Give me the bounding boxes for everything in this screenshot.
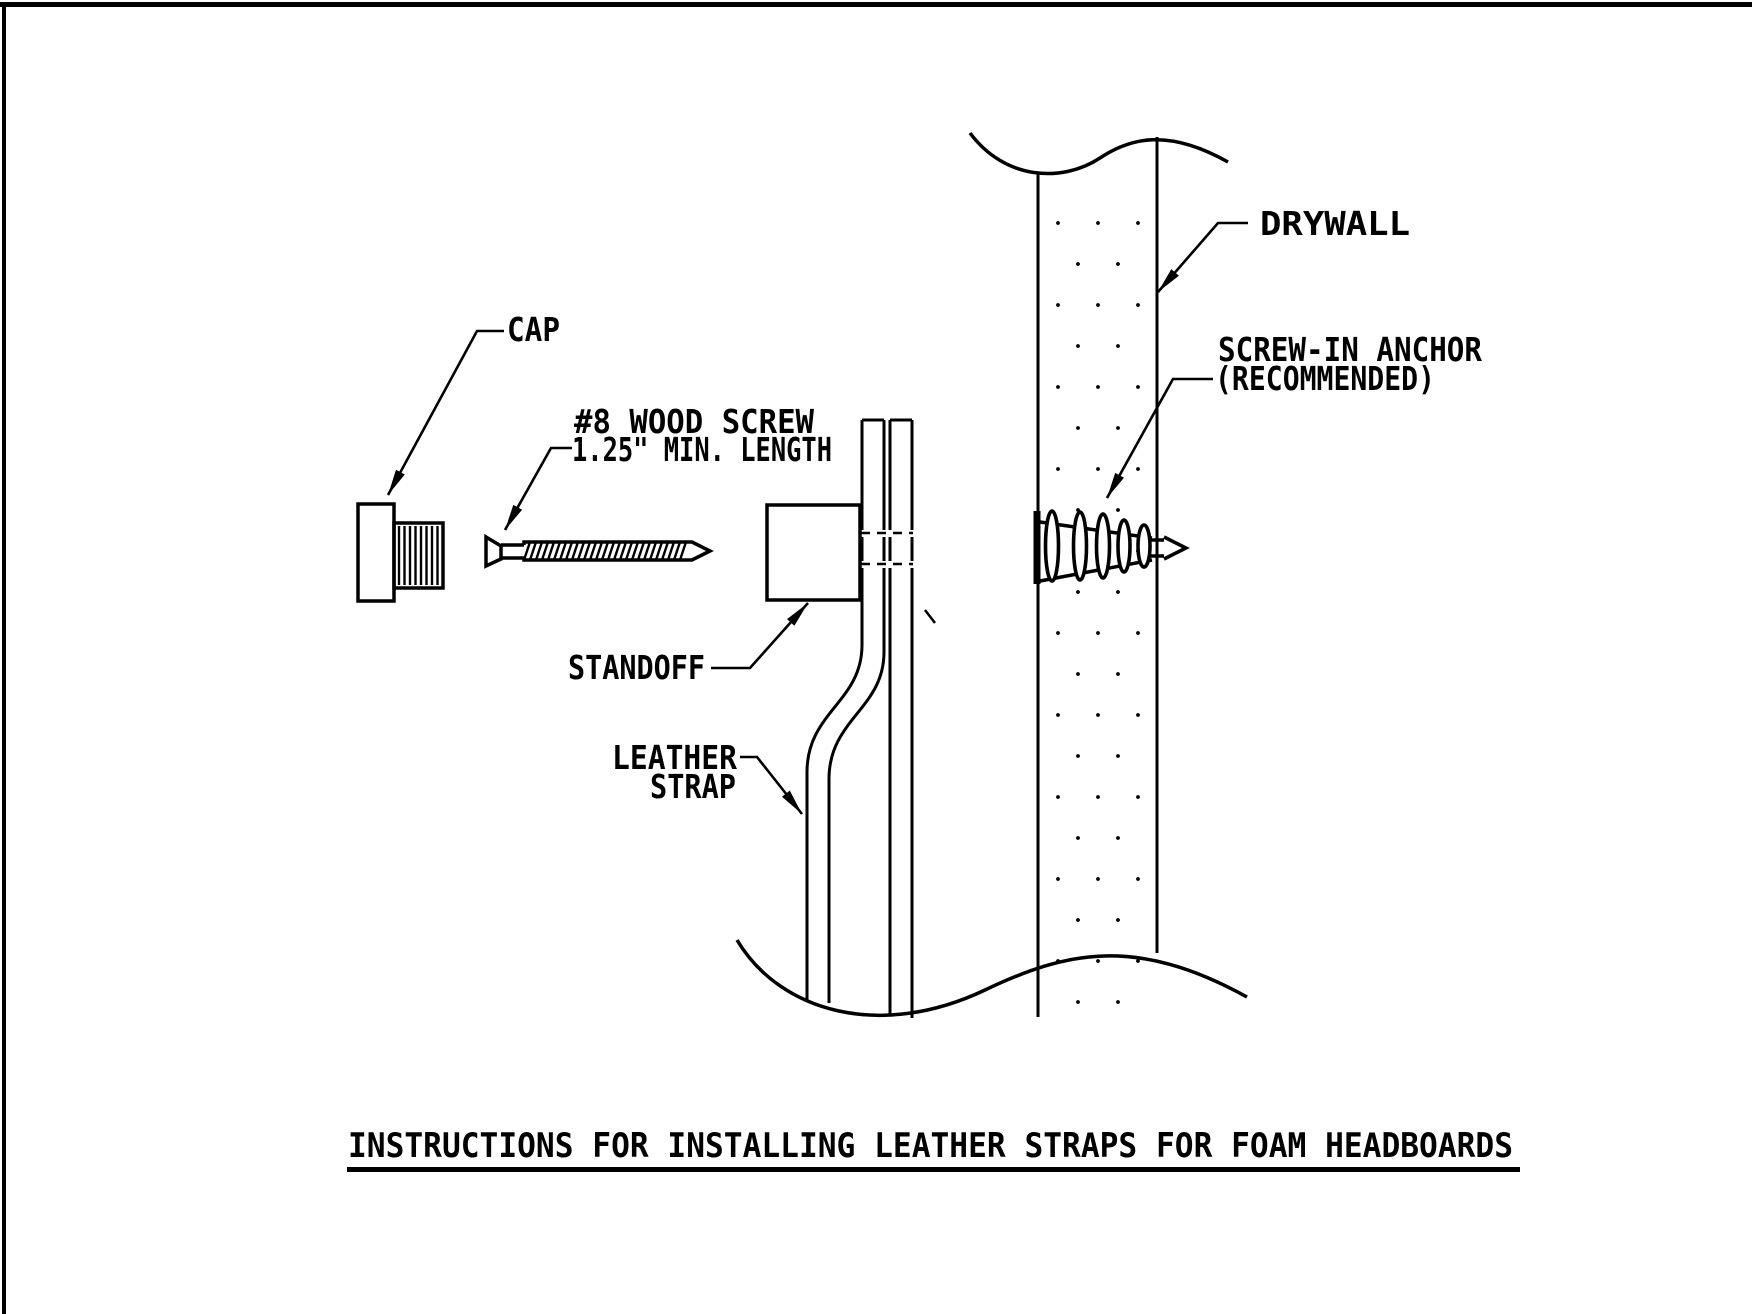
strap-hidden-hole-lines <box>861 533 913 564</box>
cap-head <box>358 504 394 601</box>
leather-strap-callout <box>612 738 802 814</box>
anchor-label-line2: (RECOMMENDED) <box>1215 359 1435 398</box>
drawing-title-underline <box>347 1167 1520 1172</box>
leather-strap-front <box>807 420 884 1003</box>
cap-leader-line <box>388 331 504 495</box>
leather-strap-label-line1: LEATHER <box>612 738 738 777</box>
wood-screw-label-line1: #8 WOOD SCREW <box>574 402 815 441</box>
leather-strap-label-line2: STRAP <box>650 767 736 806</box>
cap-callout <box>388 310 560 495</box>
cap-thread-hatch <box>399 526 438 585</box>
stray-tick-mark <box>925 610 935 623</box>
screw-head <box>486 537 501 566</box>
anchor-tip <box>1164 537 1186 559</box>
standoff-callout <box>568 603 808 687</box>
drywall-stipple-fill <box>1042 185 1152 1007</box>
leather-strap-drawing <box>807 420 935 1018</box>
drywall-label: DRYWALL <box>1260 204 1410 243</box>
cap-label: CAP <box>507 310 560 349</box>
wood-screw-callout <box>505 402 832 530</box>
drywall-break-line-top <box>970 133 1228 174</box>
wood-screw-leader-arrowhead-icon <box>505 505 522 530</box>
wood-screw-drawing <box>486 537 710 566</box>
standoff-label: STANDOFF <box>568 648 705 687</box>
anchor-thread-coil-4 <box>1118 520 1130 572</box>
anchor-callout <box>1107 330 1482 498</box>
anchor-thread-coil-2 <box>1074 512 1087 580</box>
leather-strap-back <box>890 420 912 1018</box>
drywall-leader-line <box>1158 223 1248 292</box>
anchor-thread-coil-1 <box>1046 511 1059 581</box>
sheet-border-left <box>2 2 6 1314</box>
standoff-drawing <box>767 505 860 600</box>
sheet-border-top <box>0 2 1752 7</box>
cap-leader-arrowhead-icon <box>388 470 405 495</box>
cap-threaded-stub <box>394 523 443 588</box>
anchor-label-line1: SCREW-IN ANCHOR <box>1218 330 1483 369</box>
cap-drawing <box>358 504 443 601</box>
screw-shank <box>501 545 524 558</box>
screw-thread-hatch <box>524 542 686 560</box>
standoff-leader-line <box>711 603 808 668</box>
sheet-border <box>0 2 1752 1314</box>
drywall-drawing <box>737 133 1247 1017</box>
drawing-title-block <box>347 1126 1520 1172</box>
anchor-thread-coil-3 <box>1097 514 1110 578</box>
wood-screw-label-line2: 1.25" MIN. LENGTH <box>572 430 832 469</box>
drawing-title: INSTRUCTIONS FOR INSTALLING LEATHER STRAPS FOR FOAM HEADBOARDS <box>348 1126 1513 1166</box>
drywall-break-line-bottom <box>737 940 1247 1015</box>
anchor-thread-coil-5 <box>1138 525 1150 567</box>
standoff-block <box>767 505 860 600</box>
drywall-callout <box>1158 204 1410 292</box>
